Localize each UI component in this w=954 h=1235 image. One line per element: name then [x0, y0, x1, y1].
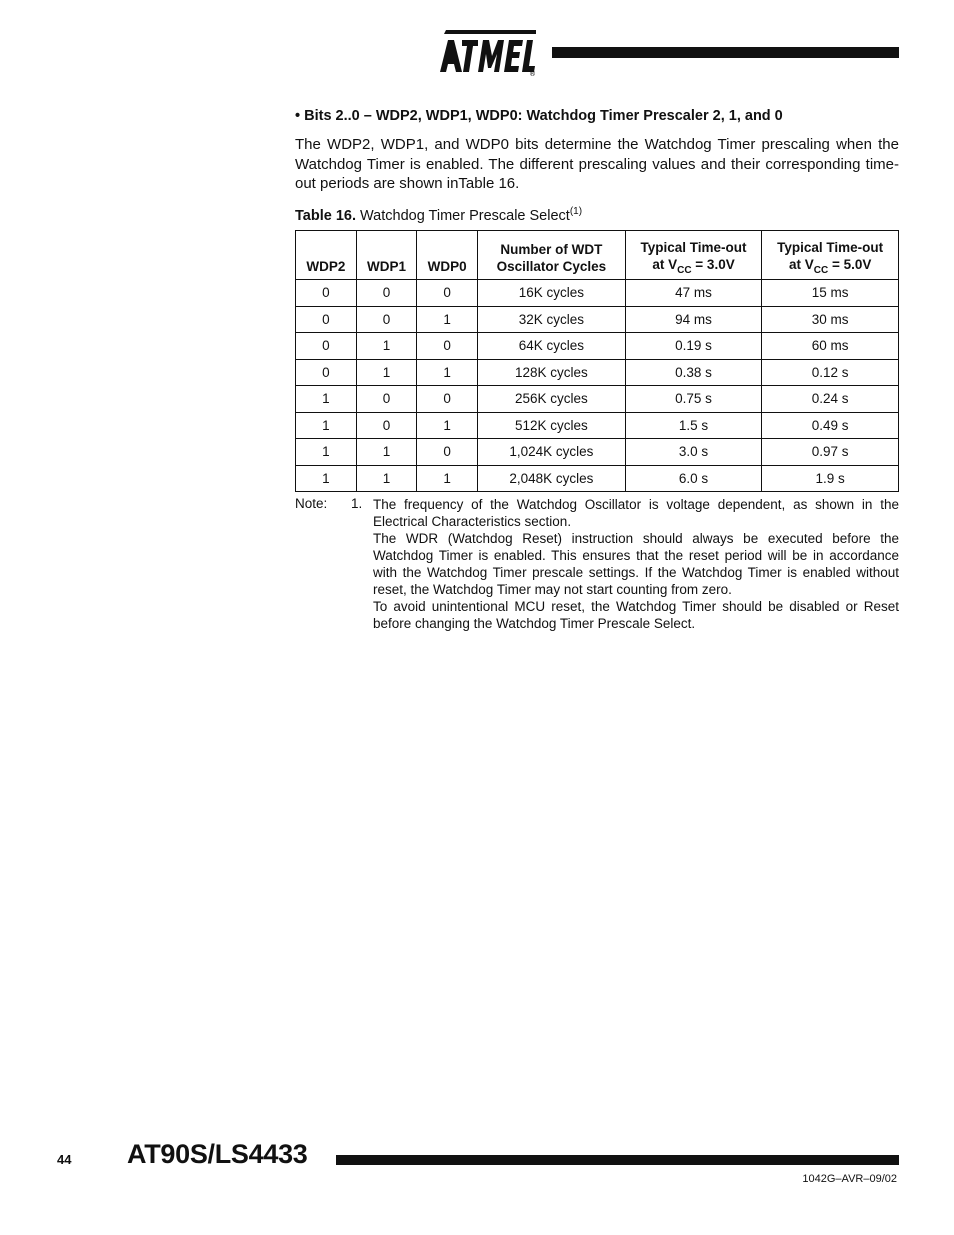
cell-timeout-5v: 0.49 s	[762, 412, 899, 439]
cell-wdp1: 1	[356, 359, 417, 386]
cell-cycles: 16K cycles	[478, 280, 626, 307]
svg-text:®: ®	[529, 70, 536, 76]
table-row	[296, 280, 899, 307]
header-timeout-3v-line1: Typical Time-out	[640, 240, 747, 255]
document-code: 1042G–AVR–09/02	[802, 1173, 897, 1185]
cell-wdp0: 0	[417, 439, 478, 466]
header-timeout-3v	[625, 231, 762, 280]
header-wdp1: WDP1	[356, 231, 417, 280]
table-row	[296, 359, 899, 386]
note-paragraph: The frequency of the Watchdog Oscillator is voltage dependent, as shown in the Electrical Characteristics section.	[373, 497, 899, 529]
cell-wdp2: 0	[296, 306, 357, 333]
cell-timeout-3v: 0.75 s	[625, 386, 762, 413]
header-cycles-line2: Oscillator Cycles	[496, 259, 607, 274]
header-rule	[552, 47, 899, 58]
table-caption-ref: (1)	[569, 206, 583, 217]
cell-wdp2: 0	[296, 333, 357, 360]
atmel-logo	[440, 30, 536, 76]
cell-timeout-5v: 30 ms	[762, 306, 899, 333]
footer-rule	[336, 1155, 899, 1165]
cell-timeout-5v: 1.9 s	[762, 465, 899, 492]
header-timeout-5v-line1: Typical Time-out	[777, 240, 884, 255]
cell-cycles: 1,024K cycles	[478, 439, 626, 466]
table-header-row	[296, 231, 899, 280]
cell-wdp2: 1	[296, 439, 357, 466]
cell-wdp2: 0	[296, 280, 357, 307]
cell-wdp1: 0	[356, 386, 417, 413]
note-paragraph: The WDR (Watchdog Reset) instruction should always be executed before the Watchdog Timer is enabled. This ensures that the reset period will be in accordance with the Watchdog Timer prescale settings. If the Watchdog Timer is enabled without reset, the Watchdog Timer may not start counting from zero.	[373, 531, 899, 597]
page-number: 44	[57, 1152, 72, 1167]
cell-wdp2: 1	[296, 412, 357, 439]
cell-wdp0: 1	[417, 465, 478, 492]
table-row	[296, 386, 899, 413]
section-heading	[295, 108, 899, 124]
table-caption-text: Watchdog Timer Prescale Select	[360, 207, 570, 224]
header-timeout-5v-post: = 5.0V	[828, 257, 872, 272]
cell-timeout-5v: 60 ms	[762, 333, 899, 360]
header-timeout-3v-pre: at V	[652, 257, 678, 272]
cell-timeout-5v: 0.12 s	[762, 359, 899, 386]
table-row	[296, 439, 899, 466]
header-timeout-3v-sub: CC	[677, 265, 692, 276]
note-number: 1.	[351, 496, 363, 511]
cell-cycles: 64K cycles	[478, 333, 626, 360]
table-row	[296, 333, 899, 360]
cell-cycles: 2,048K cycles	[478, 465, 626, 492]
cell-wdp1: 1	[356, 439, 417, 466]
cell-cycles: 256K cycles	[478, 386, 626, 413]
cell-timeout-3v: 0.38 s	[625, 359, 762, 386]
cell-timeout-5v: 15 ms	[762, 280, 899, 307]
section-heading-text: Bits 2..0 – WDP2, WDP1, WDP0: Watchdog Timer Prescaler 2, 1, and 0	[304, 108, 783, 124]
cell-timeout-3v: 3.0 s	[625, 439, 762, 466]
note-paragraph: To avoid unintentional MCU reset, the Watchdog Timer should be disabled or Reset before changing the Watchdog Timer Prescale Select.	[373, 599, 899, 631]
header-timeout-5v-pre: at V	[788, 257, 814, 272]
cell-timeout-5v: 0.97 s	[762, 439, 899, 466]
cell-wdp1: 1	[356, 333, 417, 360]
cell-timeout-3v: 47 ms	[625, 280, 762, 307]
header-wdp2: WDP2	[296, 231, 357, 280]
cell-wdp0: 1	[417, 306, 478, 333]
note-body	[373, 496, 899, 632]
cell-wdp0: 0	[417, 333, 478, 360]
cell-timeout-5v: 0.24 s	[762, 386, 899, 413]
header-cycles	[478, 231, 626, 280]
header-wdp0: WDP0	[417, 231, 478, 280]
table-row	[296, 465, 899, 492]
prescale-table	[295, 230, 899, 492]
cell-wdp0: 1	[417, 412, 478, 439]
header-timeout-3v-post: = 3.0V	[691, 257, 735, 272]
cell-cycles: 512K cycles	[478, 412, 626, 439]
cell-wdp2: 1	[296, 386, 357, 413]
document-title: AT90S/LS4433	[127, 1139, 308, 1169]
cell-timeout-3v: 94 ms	[625, 306, 762, 333]
bullet: •	[295, 108, 301, 124]
cell-wdp1: 0	[356, 412, 417, 439]
cell-wdp0: 0	[417, 280, 478, 307]
table-row	[296, 412, 899, 439]
cell-cycles: 128K cycles	[478, 359, 626, 386]
cell-wdp1: 0	[356, 280, 417, 307]
table-row	[296, 306, 899, 333]
header-timeout-5v-sub: CC	[813, 265, 829, 276]
cell-timeout-3v: 0.19 s	[625, 333, 762, 360]
cell-timeout-3v: 6.0 s	[625, 465, 762, 492]
table-caption	[295, 206, 899, 224]
intro-paragraph: The WDP2, WDP1, and WDP0 bits determine the Watchdog Timer prescaling when the Watchdog Timer is enabled. The different prescaling values and their corresponding time-out periods are shown inTable 16.	[295, 136, 899, 192]
cell-wdp0: 0	[417, 386, 478, 413]
header-cycles-line1: Number of WDT	[500, 242, 603, 257]
cell-wdp1: 1	[356, 465, 417, 492]
cell-wdp2: 0	[296, 359, 357, 386]
header-timeout-5v	[762, 231, 899, 280]
cell-wdp0: 1	[417, 359, 478, 386]
note-label: Note:	[295, 496, 328, 511]
cell-timeout-3v: 1.5 s	[625, 412, 762, 439]
cell-wdp2: 1	[296, 465, 357, 492]
cell-cycles: 32K cycles	[478, 306, 626, 333]
cell-wdp1: 0	[356, 306, 417, 333]
table-caption-label: Table 16.	[295, 207, 356, 224]
